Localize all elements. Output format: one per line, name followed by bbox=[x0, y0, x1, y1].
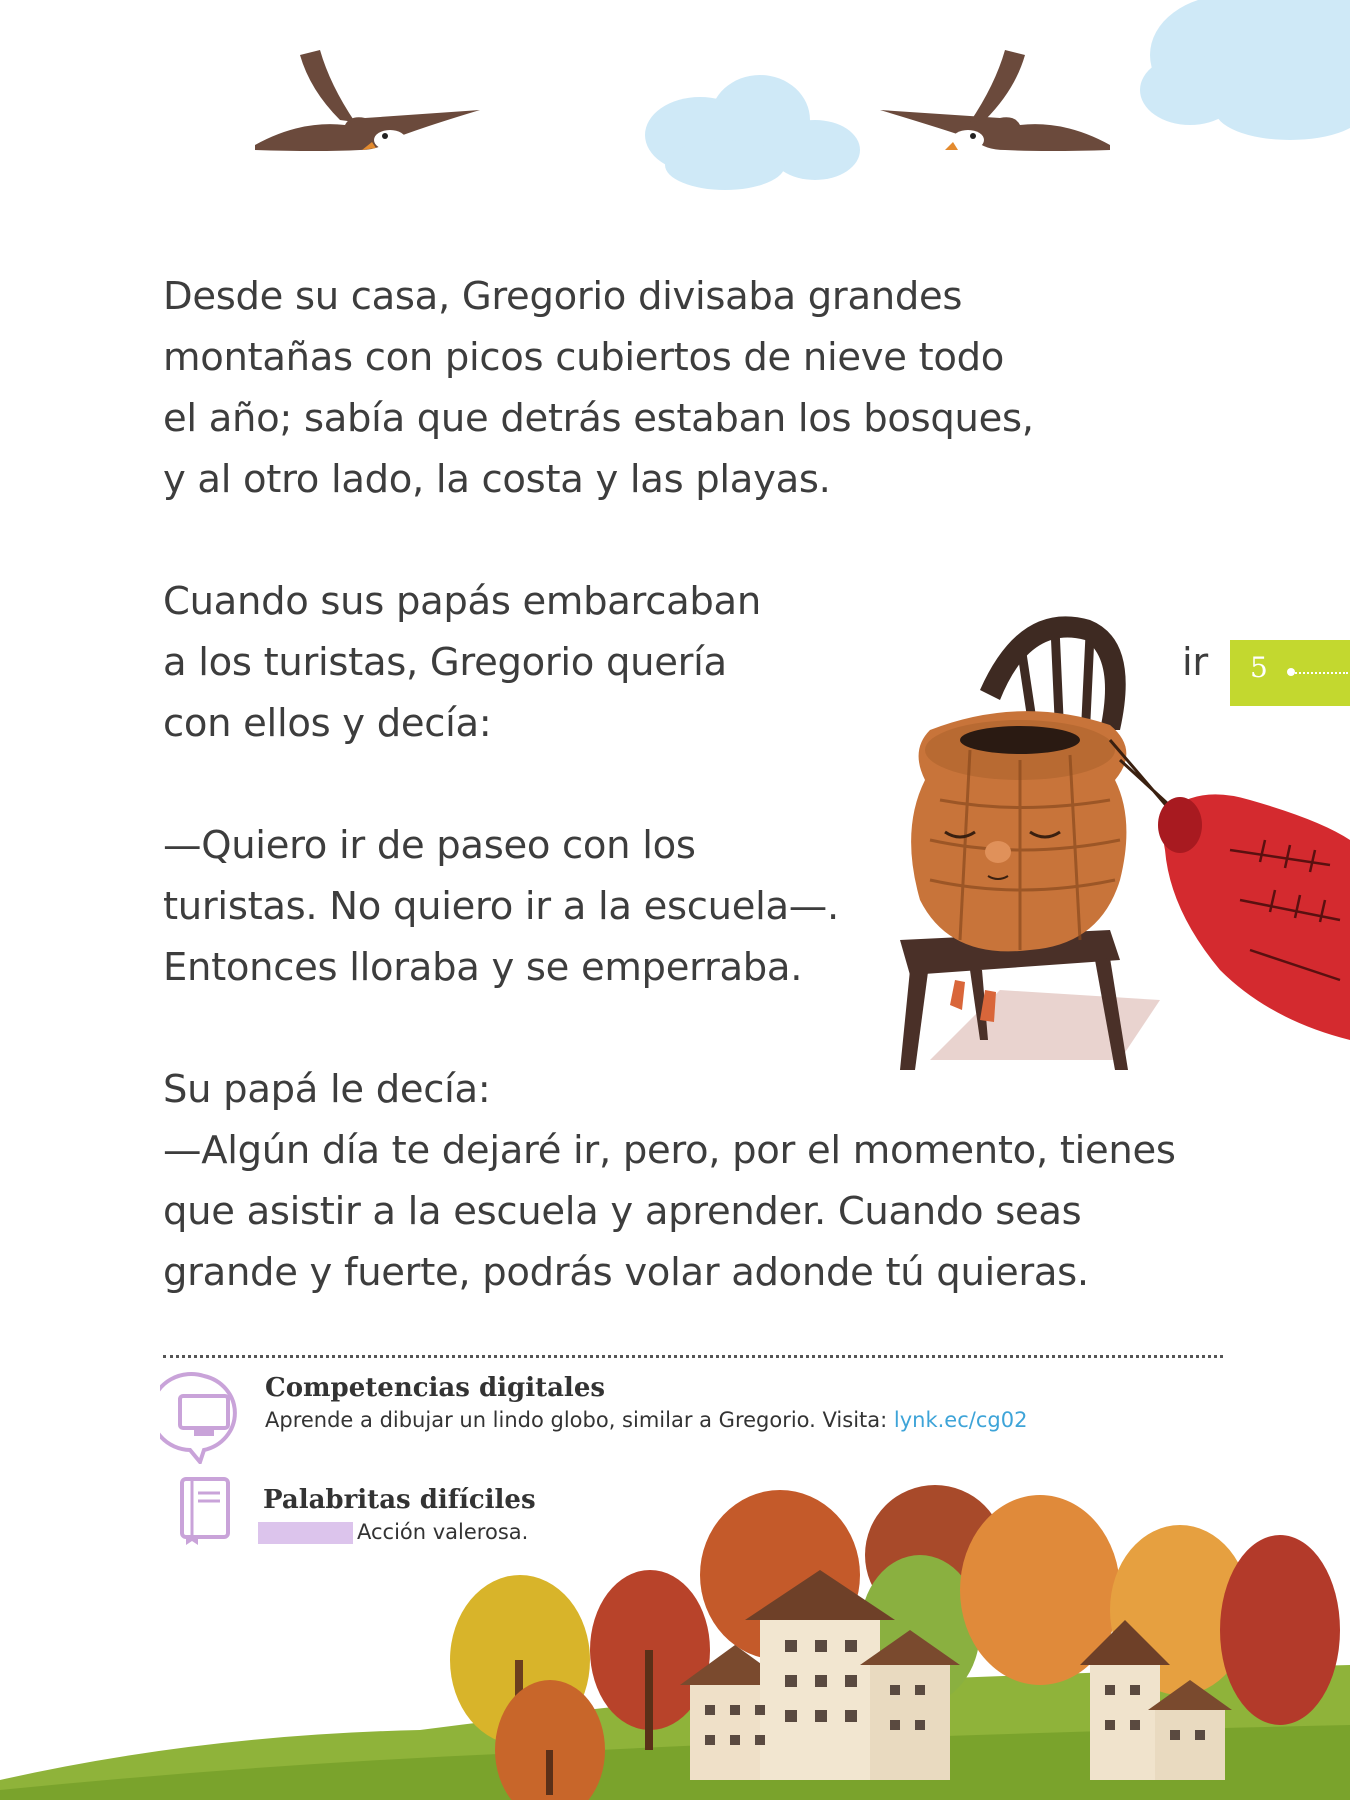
page-number: 5 bbox=[1250, 651, 1268, 684]
words-box-title: Palabritas difíciles bbox=[263, 1485, 536, 1515]
text-line: que asistir a la escuela y aprender. Cuando seas bbox=[163, 1189, 1082, 1234]
story-paragraph-4 bbox=[163, 1059, 1176, 1303]
tab-dotted-line bbox=[1292, 672, 1348, 674]
swallow-left bbox=[255, 50, 480, 151]
cloud-left bbox=[645, 75, 860, 190]
story-paragraph-2 bbox=[163, 571, 761, 754]
text-line: el año; sabía que detrás estaban los bosques, bbox=[163, 396, 1034, 441]
text-line: con ellos y decía: bbox=[163, 701, 492, 746]
sky-illustration bbox=[0, 0, 1350, 230]
story-paragraph-3 bbox=[163, 815, 839, 998]
text-line: Entonces lloraba y se emperraba. bbox=[163, 945, 803, 990]
text-fragment-ir: ir bbox=[1182, 640, 1208, 685]
words-box-definition: Acción valerosa. bbox=[357, 1520, 529, 1544]
text-line: Desde su casa, Gregorio divisaba grandes bbox=[163, 274, 963, 319]
swallow-right bbox=[880, 50, 1110, 151]
digital-box-link[interactable]: lynk.ec/cg02 bbox=[893, 1408, 1028, 1432]
story-paragraph-1 bbox=[163, 266, 1034, 510]
text-line: montañas con picos cubiertos de nieve todo bbox=[163, 335, 1005, 380]
section-separator bbox=[163, 1355, 1223, 1358]
cloud-right bbox=[1140, 0, 1350, 140]
text-line: —Algún día te dejaré ir, pero, por el momento, tienes bbox=[163, 1128, 1176, 1173]
text-line: turistas. No quiero ir a la escuela—. bbox=[163, 884, 839, 929]
text-line: a los turistas, Gregorio quería bbox=[163, 640, 727, 685]
text-line: —Quiero ir de paseo con los bbox=[163, 823, 696, 868]
digital-box-text bbox=[265, 1408, 1027, 1432]
digital-box-description: Aprende a dibujar un lindo globo, similar a Gregorio. Visita: bbox=[265, 1408, 894, 1432]
computer-monitor-icon bbox=[160, 1372, 248, 1464]
village-landscape-illustration bbox=[0, 1480, 1350, 1800]
text-line: grande y fuerte, podrás volar adonde tú quieras. bbox=[163, 1250, 1089, 1295]
text-line: Su papá le decía: bbox=[163, 1067, 491, 1112]
text-line: y al otro lado, la costa y las playas. bbox=[163, 457, 831, 502]
digital-box-title: Competencias digitales bbox=[265, 1373, 605, 1403]
text-line: Cuando sus papás embarcaban bbox=[163, 579, 761, 624]
